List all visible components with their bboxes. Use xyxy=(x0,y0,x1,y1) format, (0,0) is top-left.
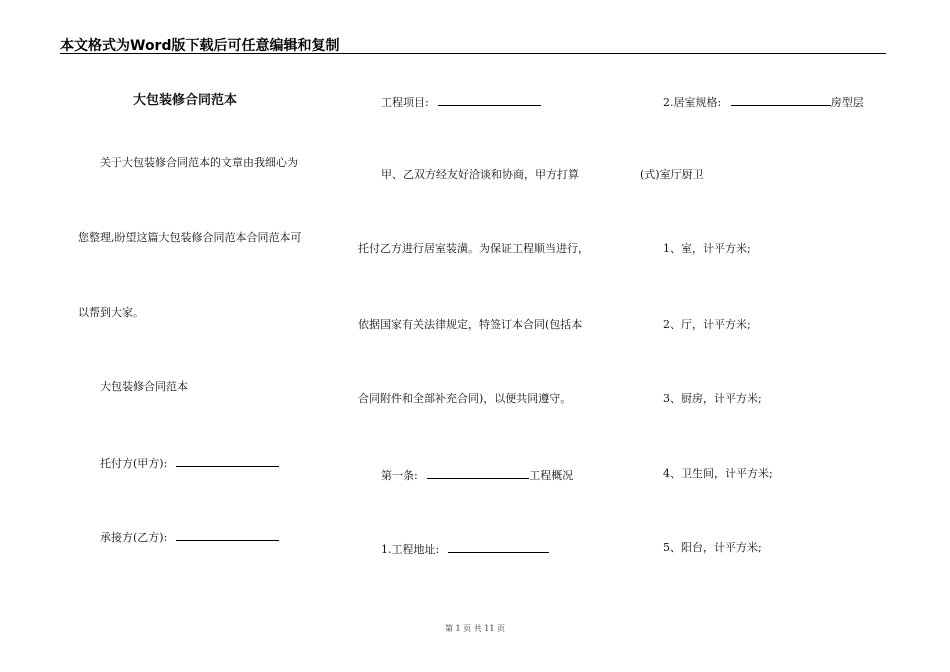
intro-line-3: 以帮到大家。 xyxy=(78,306,144,319)
party-b-label: 承接方(乙方): xyxy=(100,531,168,544)
body-line-1: 甲、乙双方经友好洽谈和协商，甲方打算 xyxy=(381,168,579,181)
party-a-blank xyxy=(176,455,279,467)
article-1-suffix: 工程概况 xyxy=(529,469,574,482)
party-a-label: 托付方(甲方): xyxy=(100,457,168,470)
room-item-1: 1、室，计平方米; xyxy=(663,242,751,255)
intro-line-1: 关于大包装修合同范本的文章由我细心为 xyxy=(100,156,298,169)
spec-blank xyxy=(731,94,831,106)
intro-line-2: 您整理,盼望这篇大包装修合同范本合同范本可 xyxy=(78,231,302,244)
contract-subtitle: 大包装修合同范本 xyxy=(100,380,188,393)
room-item-5: 5、阳台，计平方米; xyxy=(663,541,762,554)
spec-suffix: 房型层 xyxy=(830,96,864,109)
party-b-row xyxy=(100,529,279,545)
document-header-title: 本文格式为Word版下载后可任意编辑和复制 xyxy=(60,38,340,54)
room-item-3: 3、厨房，计平方米; xyxy=(663,392,762,405)
party-b-blank xyxy=(176,529,279,541)
room-item-2: 2、厅，计平方米; xyxy=(663,318,751,331)
article-1-row xyxy=(381,467,573,483)
party-a-row xyxy=(100,455,279,471)
project-row xyxy=(381,94,541,110)
project-label: 工程项目: xyxy=(381,96,429,109)
document-title: 大包装修合同范本 xyxy=(133,93,238,108)
room-layout: (式)室厅厨卫 xyxy=(640,168,704,181)
page-number: 第 1 页 共 11 页 xyxy=(445,624,505,633)
spec-label: 2.居室规格: xyxy=(663,96,722,109)
address-label: 1.工程地址: xyxy=(381,543,440,556)
body-line-2: 托付乙方进行居室装潢。为保证工程顺当进行， xyxy=(358,242,589,255)
article-1-blank xyxy=(427,467,529,479)
address-blank xyxy=(448,541,549,553)
project-blank xyxy=(438,94,541,106)
header-divider xyxy=(60,53,886,54)
article-1-label: 第一条: xyxy=(381,469,418,482)
address-row xyxy=(381,541,549,557)
room-item-4: 4、卫生间，计平方米; xyxy=(663,467,773,480)
body-line-3: 依据国家有关法律规定，特签订本合同(包括本 xyxy=(358,318,583,331)
body-line-4: 合同附件和全部补充合同)，以便共同遵守。 xyxy=(358,392,572,405)
spec-row xyxy=(663,94,864,110)
